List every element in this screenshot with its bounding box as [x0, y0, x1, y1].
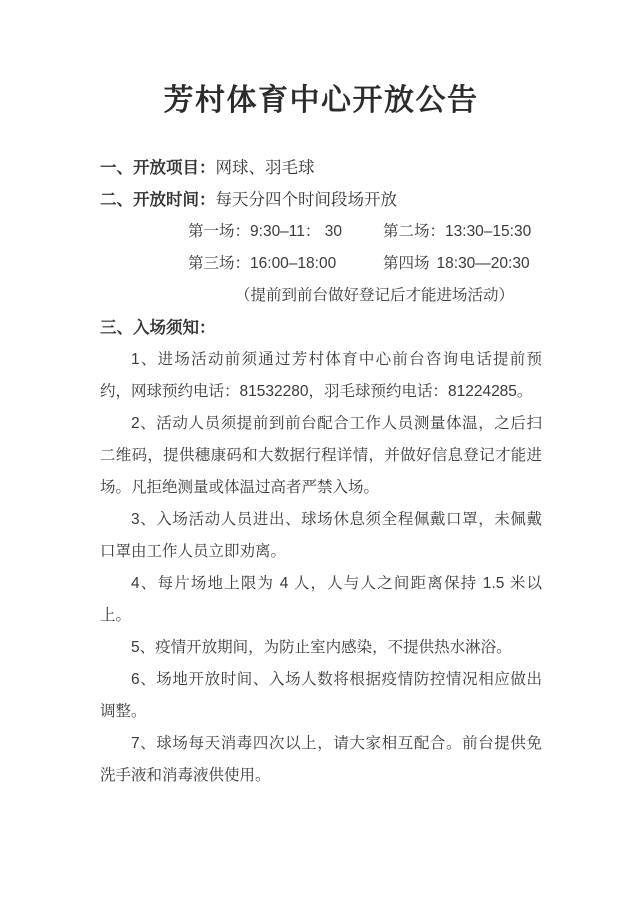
schedule-row-1 — [100, 216, 542, 248]
rule-paragraph-5: 5、疫情开放期间，为防止室内感染，不提供热水淋浴。 — [131, 639, 512, 656]
section-entry-rules-label: 三、入场须知： — [100, 319, 216, 337]
schedule-session-2-time: 13:30–15:30 — [445, 223, 532, 240]
schedule-session-2-name: 第二场： — [383, 223, 446, 240]
section-open-items-value: 网球、羽毛球 — [215, 159, 315, 177]
rule-paragraph-3: 3、入场活动人员进出、球场休息须全程佩戴口罩，未佩戴口罩由工作人员立即劝离。 — [100, 511, 542, 560]
section-entry-rules — [100, 312, 542, 344]
schedule-session-3-name: 第三场： — [188, 255, 251, 272]
schedule-row-2 — [100, 248, 542, 280]
rule-paragraph-6: 6、场地开放时间、入场人数将根据疫情防控情况相应做出调整。 — [100, 671, 542, 720]
schedule-note: （提前到前台做好登记后才能进场活动） — [235, 287, 515, 304]
schedule-session-1 — [188, 216, 383, 248]
schedule-session-4-name: 第四场 — [383, 255, 430, 272]
section-open-items — [100, 152, 542, 184]
schedule-session-1-name: 第一场： — [188, 223, 251, 240]
rule-paragraph-4: 4、每片场地上限为 4 人，人与人之间距离保持 1.5 米以上。 — [100, 575, 542, 624]
schedule-session-4-time: 18:30—20:30 — [436, 255, 530, 272]
section-open-items-label: 一、开放项目： — [100, 159, 216, 177]
page-title: 芳村体育中心开放公告 — [163, 84, 479, 117]
section-open-hours-value: 每天分四个时间段场开放 — [215, 191, 397, 209]
section-open-hours — [100, 184, 542, 216]
schedule-session-3 — [188, 248, 383, 280]
schedule-session-3-time: 16:00–18:00 — [250, 255, 337, 272]
section-open-hours-label: 二、开放时间： — [100, 191, 216, 209]
rule-paragraph-2: 2、活动人员须提前到前台配合工作人员测量体温，之后扫二维码，提供穗康码和大数据行程详情，并做好信息登记才能进场。凡拒绝测量或体温过高者严禁入场。 — [100, 415, 542, 496]
rule-paragraph-1: 1、进场活动前须通过芳村体育中心前台咨询电话提前预约，网球预约电话：81532280，羽毛球预约电话：81224285。 — [100, 351, 542, 400]
schedule-session-2 — [383, 216, 531, 248]
schedule-session-1-time: 9:30–11： 30 — [250, 223, 342, 240]
schedule-session-4 — [383, 248, 530, 280]
rule-paragraph-7: 7、球场每天消毒四次以上，请大家相互配合。前台提供免洗手液和消毒液供使用。 — [100, 735, 542, 784]
